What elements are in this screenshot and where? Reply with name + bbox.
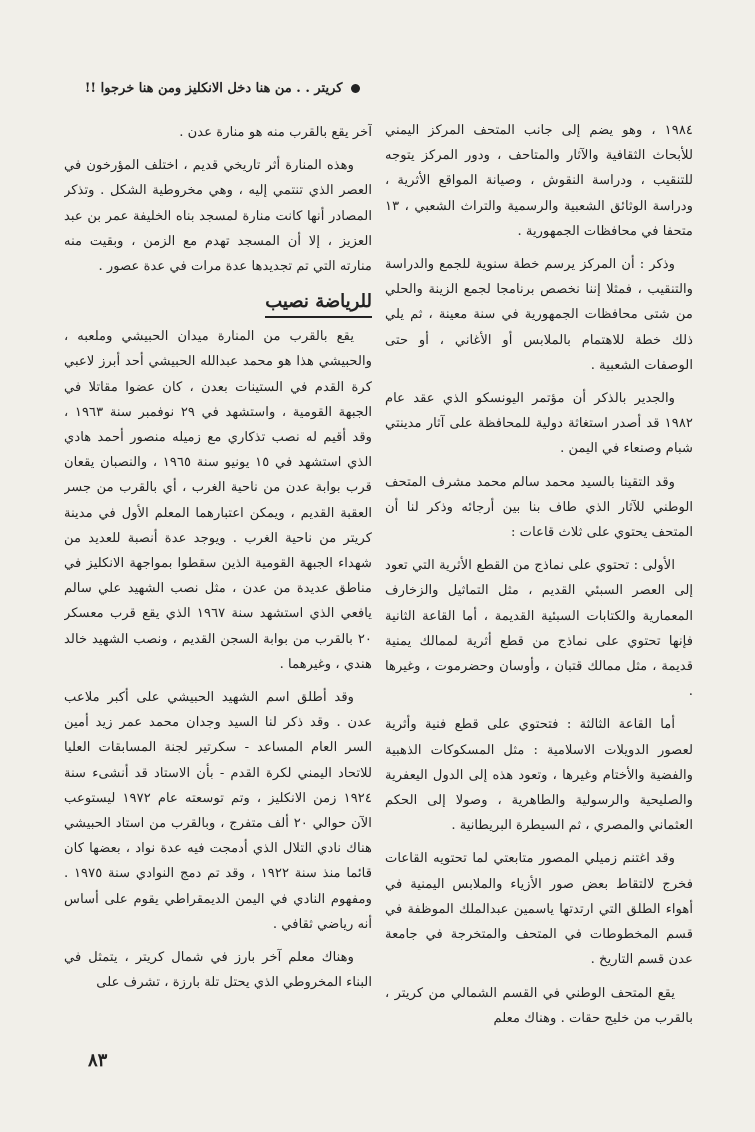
paragraph: وذكر : أن المركز يرسم خطة سنوية للجمع والدراسة والتنقيب ، فمثلا إننا نخصص برنامجا لجمع الزينة والحلي من شتى محافظات الجمهورية في سنة معينة ، ثم يلي ذلك خطة للاهتمام بالملابس أو الأغاني ، أو حتى الوصفات الشعبية . <box>385 257 693 373</box>
paragraph: وهناك معلم آخر بارز في شمال كريتر ، يتمثل في البناء المخروطي الذي يحتل تلة بارزة ، تشرف على <box>64 950 372 991</box>
caption-text: كريتر . . من هنا دخل الانكليز ومن هنا خرجوا !! <box>84 81 343 96</box>
left-column <box>64 120 372 1060</box>
paragraph: آخر يقع بالقرب منه هو منارة عدن . <box>179 125 372 140</box>
paragraph: وقد أطلق اسم الشهيد الحبيشي على أكبر ملاعب عدن . وقد ذكر لنا السيد وجدان محمد عمر زيد أمين السر العام المساعد - سكرتير لجنة المسابقات العليا للاتحاد اليمني لكرة القدم - بأن الاستاد قد أنشىء سنة ١٩٢٤ زمن الانكليز ، وتم توسعته عام ١٩٧٢ ليستوعب الآن حوالي ٢٠ ألف متفرج ، وبالقرب من استاد الحبيشي هناك نادي التلال الذي أدمجت فيه عدة نواد ، بعضها كان قائما منذ سنة ١٩٢٢ ، وقد تم دمج النوادي سنة ١٩٧٥ . ومفهوم النادي في اليمن الديمقراطي يقوم على أساس أنه رياضي ثقافي . <box>64 690 372 932</box>
paragraph: وهذه المنارة أثر تاريخي قديم ، اختلف المؤرخون في العصر الذي تنتمي إليه ، وهي مخروطية الشكل . وتذكر المصادر أنها كانت منارة لمسجد بناه الخليفة عمر بن عبد العزيز ، إلا أن المسجد تهدم مع الزمن ، وبقيت منه منارته التي تم تجديدها عدة مرات في عدة عصور . <box>64 158 372 275</box>
paragraph: وقد التقينا بالسيد محمد سالم محمد مشرف المتحف الوطني للآثار الذي طاف بنا بين أرجائه وذكر لنا أن المتحف يحتوي على ثلاث قاعات : <box>385 474 693 541</box>
paragraph: والجدير بالذكر أن مؤتمر اليونسكو الذي عقد عام ١٩٨٢ قد أصدر استغاثة دولية للمحافظة على آثار مدينتي شبام وصنعاء في اليمن . <box>385 391 693 457</box>
photo-caption <box>40 80 360 98</box>
paragraph: ١٩٨٤ ، وهو يضم إلى جانب المتحف المركز اليمني للأبحاث الثقافية والآثار والمتاحف ، ودور المركز يتوجه للتنقيب ، ودراسة النقوش ، وصيانة المواقع الأثرية ، ودراسة الوثائق الشعبية والرسمية والتراث الشعبي ، ١٣ متحفا في محافظات الجمهورية . <box>385 123 693 239</box>
right-column <box>385 118 693 1058</box>
page-number: ٨٣ <box>88 1050 108 1071</box>
paragraph: يقع بالقرب من المنارة ميدان الحبيشي وملعبه ، والحبيشي هذا هو محمد عبدالله الحبيشي أحد أبرز لاعبي كرة القدم في الستينات بعدن ، كان عضوا مقاتلا في الجبهة القومية ، واستشهد في ٢٩ نوفمبر سنة ١٩٦٣ ، وقد أقيم له نصب تذكاري مع زميله منصور أحمد هادي الذي استشهد في ١٥ يونيو سنة ١٩٦٥ ، والنصبان يقعان قرب بوابة عدن من ناحية الغرب ، أي بالقرب من جسر العقبة القديم ، ويمكن اعتبارهما المعلم الأول في مدينة كريتر من ناحية الغرب . ويوجد عدة أنصبة للعديد من شهداء الجبهة القومية الذين سقطوا بمواجهة الانكليز في مناطق عديدة من عدن ، مثل نصب الشهيد علي سالم يافعي الذي استشهد سنة ١٩٦٧ الذي يقع قرب معسكر ٢٠ بالقرب من بوابة السجن القديم ، ونصب الشهيد خالد هندي ، وغيرهما . <box>64 329 372 672</box>
paragraph: أما القاعة الثالثة : فتحتوي على قطع فنية وأثرية لعصور الدويلات الاسلامية : مثل المسكوكات الذهبية والفضية والأختام وغيرها ، وتعود هذه إلى الدول اليعفرية والصليحية والرسولية والطاهرية ، وصولا إلى الحكم العثماني والمصري ، ثم السيطرة البريطانية . <box>385 717 693 834</box>
section-heading: للرياضة نصيب <box>265 289 372 318</box>
paragraph: وقد اغتنم زميلي المصور متابعتي لما تحتويه القاعات فخرج لالتقاط بعض صور الأزياء والملابس اليمنية في أهواء الطلق التي ارتدتها ياسمين عبدالملك الموظفة في قسم المخطوطات في المتحف والمتخرجة في جامعة عدن قسم التاريخ . <box>385 851 693 968</box>
bullet-icon <box>351 84 360 93</box>
paragraph: الأولى : تحتوي على نماذج من القطع الأثرية التي تعود إلى العصر السبئي القديم ، مثل التماثيل والزخارف المعمارية والكتابات السبئية القديمة ، أما القاعة الثانية فإنها تحتوي على نماذج من قطع أثرية لممالك يمنية قديمة ، مثل ممالك قتبان ، وأوسان وحضرموت ، وغيرها . <box>385 558 693 700</box>
paragraph: يقع المتحف الوطني في القسم الشمالي من كريتر ، بالقرب من خليج حقات . وهناك معلم <box>385 985 693 1026</box>
